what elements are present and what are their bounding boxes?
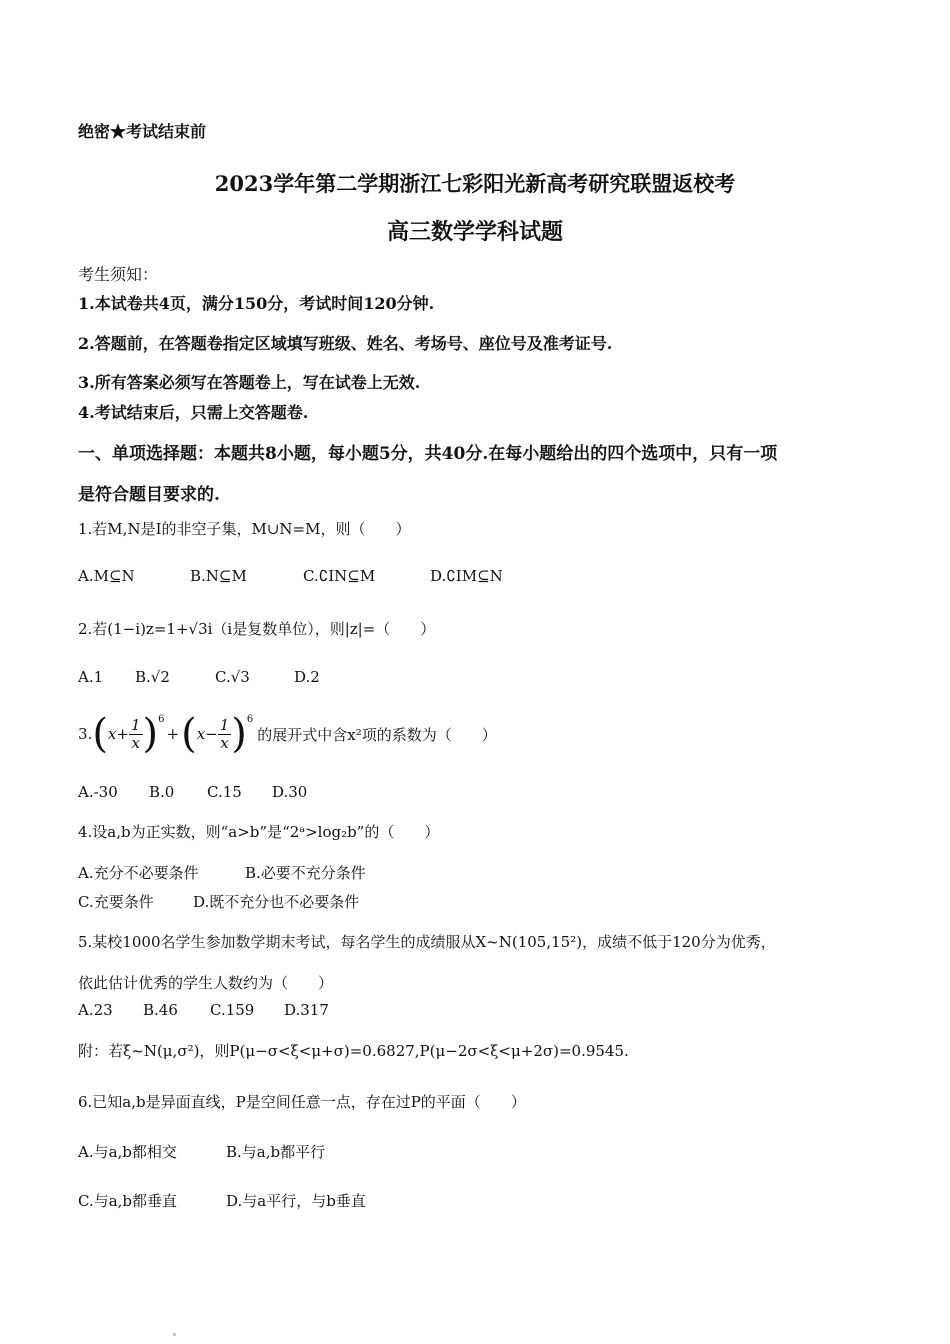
right-paren: ): [142, 711, 159, 757]
notice-item: 4.考试结束后，只需上交答题卷.: [78, 403, 309, 422]
section-heading-cont: 是符合题目要求的.: [78, 485, 220, 505]
section-heading: 一、单项选择题：本题共8小题，每小题5分，共40分.在每小题给出的四个选项中，只有一项: [78, 444, 778, 464]
question-1-option-c: C.∁IN⊆M: [303, 567, 376, 585]
question-3-option-a: A.-30: [78, 783, 118, 801]
question-5-option-a: A.23: [78, 1001, 113, 1019]
fraction-one-over-x: $\frac{1}{x}$: [219, 716, 230, 752]
question-1-stem: 1.若M,N是I的非空子集，M∪N=M，则（ ）: [78, 520, 411, 538]
left-paren: (: [181, 711, 197, 757]
minus-sign: −: [205, 725, 218, 743]
exponent-6: 6: [158, 714, 165, 725]
question-5-option-c: C.159: [210, 1001, 255, 1019]
question-3-option-c: C.15: [207, 783, 242, 801]
question-5-option-d: D.317: [284, 1001, 329, 1019]
question-3-option-d: D.30: [272, 783, 308, 801]
question-2-option-c: C.√3: [215, 668, 250, 686]
question-2-option-b: B.√2: [135, 668, 170, 686]
question-3-number: 3.: [78, 725, 93, 743]
plus-sign: +: [166, 725, 180, 743]
exam-title: 2023学年第二学期浙江七彩阳光新高考研究联盟返校考: [214, 171, 736, 196]
question-4-option-b: B.必要不充分条件: [245, 864, 366, 882]
notice-heading: 考生须知：: [78, 265, 159, 284]
notice-item: 3.所有答案必须写在答题卷上，写在试卷上无效.: [78, 373, 421, 392]
secret-label: 绝密★考试结束前: [78, 122, 207, 141]
notice-item: 2.答题前，在答题卷指定区域填写班级、姓名、考场号、座位号及准考证号.: [78, 334, 613, 353]
question-4-option-c: C.充要条件: [78, 893, 154, 911]
question-4-stem: 4.设a,b为正实数，则“a>b”是“2ᵃ>log₂b”的（ ）: [78, 823, 440, 841]
question-1-option-b: B.N⊆M: [190, 567, 247, 585]
question-3-stem-tail: 的展开式中含x²项的系数为（ ）: [257, 725, 497, 744]
question-5-appendix: 附：若ξ~N(μ,σ²)，则P(μ−σ<ξ<μ+σ)=0.6827,P(μ−2σ<ξ<μ+2σ)=0.9545.: [78, 1042, 629, 1060]
question-5-option-b: B.46: [143, 1001, 178, 1019]
question-4-option-a: A.充分不必要条件: [78, 864, 199, 882]
question-2-stem: 2.若(1−i)z=1+√3i（i是复数单位），则|z|=（ ）: [78, 620, 436, 638]
plus-sign: +: [116, 725, 129, 743]
question-1-option-d: D.∁IM⊆N: [430, 567, 503, 585]
notice-item: 1.本试卷共4页，满分150分，考试时间120分钟.: [78, 294, 435, 313]
question-5-stem-line2: 依此估计优秀的学生人数约为（ ）: [78, 974, 334, 992]
question-6-option-d: D.与a平行，与b垂直: [226, 1192, 366, 1210]
left-paren: (: [92, 711, 108, 757]
fraction-one-over-x: $\frac{1}{x}$: [130, 716, 141, 752]
right-paren: ): [231, 711, 247, 757]
question-6-option-c: C.与a,b都垂直: [78, 1192, 178, 1210]
var-x: x: [196, 725, 206, 743]
question-2-option-d: D.2: [294, 668, 320, 686]
question-6-option-a: A.与a,b都相交: [78, 1143, 177, 1161]
question-6-option-b: B.与a,b都平行: [226, 1143, 326, 1161]
question-3-stem: [78, 711, 497, 757]
question-2-option-a: A.1: [78, 668, 104, 686]
question-1-option-a: A.M⊆N: [78, 567, 135, 585]
page-mark: [173, 1333, 176, 1336]
question-3-option-b: B.0: [149, 783, 175, 801]
exponent-6: 6: [246, 714, 254, 725]
question-4-option-d: D.既不充分也不必要条件: [193, 893, 360, 911]
var-x: x: [107, 725, 117, 743]
exam-subtitle: 高三数学学科试题: [386, 219, 563, 245]
question-6-stem: 6.已知a,b是异面直线，P是空间任意一点，存在过P的平面（ ）: [78, 1093, 526, 1111]
question-5-stem-line1: 5.某校1000名学生参加数学期末考试，每名学生的成绩服从X~N(105,15²)，成绩不低于120分为优秀，: [78, 933, 776, 951]
